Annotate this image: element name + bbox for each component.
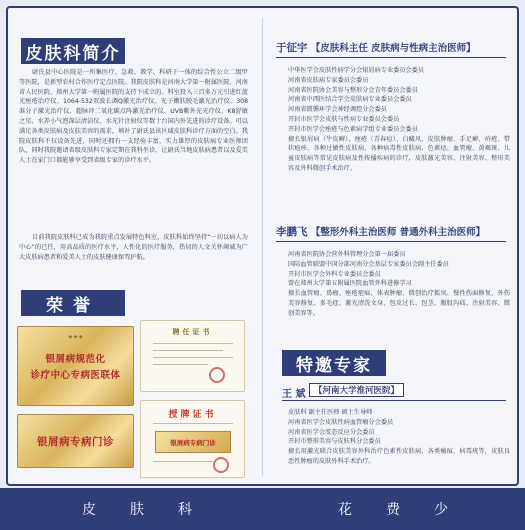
plaque1-line2: 诊疗中心专病医联体 bbox=[30, 370, 121, 381]
doctor2-name: 李鹏飞 bbox=[276, 226, 308, 238]
section-title-guest-expert: 特邀专家 bbox=[282, 350, 386, 376]
guest-underline bbox=[282, 400, 506, 401]
list-item: 开封市医学会皮肤与性病专业委员会委员 bbox=[288, 115, 400, 123]
doctor1-underline bbox=[276, 57, 506, 58]
doctor1-title: 【皮肤科主任 皮肤病与性病主治医师】 bbox=[310, 43, 476, 54]
cert1-text-line bbox=[153, 357, 233, 358]
list-item: 河南省皮肤病专家委员会委员 bbox=[288, 76, 369, 84]
plaque-emblem-line: ◈ ◈ ◈ bbox=[68, 335, 83, 340]
cert1-title: 聘任证书 bbox=[172, 328, 213, 336]
cert1-text-line bbox=[153, 364, 208, 365]
doctor1-name: 于征宇 bbox=[276, 42, 308, 54]
list-item: 河南省医院协会营外科管理分会第一届委员 bbox=[288, 251, 406, 258]
list-item: 河南省中西医结合学会皮肤病专业委员会委员 bbox=[288, 96, 412, 104]
honor-plaque-psoriasis-clinic bbox=[17, 414, 134, 468]
honor-plaque-medical-alliance bbox=[17, 326, 134, 406]
footer-right-text: 花费少 bbox=[338, 502, 482, 518]
cert2-text-line bbox=[153, 461, 213, 462]
list-item: 国际血管联盟中国分部河南分会基层专家委员会副主任委员 bbox=[288, 260, 449, 268]
guest-credentials bbox=[288, 408, 510, 467]
doctor2-header bbox=[276, 224, 485, 239]
guest-affiliation: 【河南大学淮河医院】 bbox=[309, 383, 404, 397]
list-item: 擅长用激光联合皮肤美容外科治疗色素性皮肤病、各类瘢痕、病毒疣等，皮肤良恶性肿瘤的皮肤外科手术治疗。 bbox=[288, 448, 510, 465]
list-item: 擅长银屑病（牛皮癣）、痤疮（青春痘）、白癜风、皮肤肿瘤、手足癣、疥疮、带状疱疹、各种过敏性皮肤病、各种病毒性皮肤病、色素痣、血管瘤、黄褐斑、儿童皮肤病等常见皮肤病及性传播疾病的诊疗，皮肤激光美容、注射美容、整形美容及外科微创手术治疗。 bbox=[288, 135, 510, 172]
cert2-inner-plaque: 银屑病专病门诊 bbox=[155, 431, 231, 453]
cert2-text-line bbox=[153, 423, 233, 424]
column-divider bbox=[262, 18, 263, 476]
doctor1-header bbox=[276, 40, 476, 55]
guest-name: 王 斌 bbox=[282, 389, 306, 400]
list-item: 河南省微循环学会神经调控分会委员 bbox=[288, 106, 387, 114]
cert1-text-line bbox=[153, 350, 223, 351]
list-item: 中华医学会皮肤性病学分会银屑病专业委员会委员 bbox=[288, 67, 425, 74]
plaque2-text: 银屑病专病门诊 bbox=[37, 436, 114, 448]
cert2-title: 授牌证书 bbox=[168, 410, 217, 420]
section-title-department: 皮肤科简介 bbox=[21, 38, 125, 64]
list-item: 曾在郑州大学第五附属医院血管外科进修学习 bbox=[288, 280, 412, 288]
doctor1-credentials bbox=[288, 66, 510, 174]
list-item: 河南省医学会皮肤性病血管瘤分会委员 bbox=[288, 418, 394, 426]
list-item: 皮肤科 副主任医师 硕士生导师 bbox=[288, 409, 373, 416]
list-item: 擅长血管瘤、鼻瘤、痤疮疤痕、体表肿瘤、微创治疗狐臭、慢性伤面修复，外伤美容修复、多毛症、激光清洗文身、包皮过长、包茎、腹股沟疝、注射美容、微创美容等。 bbox=[288, 290, 510, 317]
intro-paragraph-2: 目前我院皮肤科已成为我院重点发展特色科室，皮肤科始终坚持“一切以病人为中心”的已任，用高品质的医疗水平、人性化的医疗服务，热切的人文关怀竭诚为广大皮肤病患者和爱美人士的皮肤健康保驾护航。 bbox=[19, 234, 248, 261]
cert2-seal-icon bbox=[213, 457, 229, 473]
footer-bar bbox=[0, 488, 525, 530]
list-item: 河南省医学会变态反应分会委员 bbox=[288, 428, 375, 436]
intro-paragraph-1: 尉氏县中心医院是一所集医疗、急救、教学、科研于一体的综合性公立二级甲等医院，是新型农村合作医疗定点医院。我院皮肤科是河南大学第一附属医院、河南省人民医院、郑州大学第一附属医院的支持下成立的。科室投入三百多万元引进红蓝光痤疮治疗仪、1064-532双波长调Q激光治疗仪、光子嫩肤脱毛激光治疗仪、308准分子激光治疗仪、超脉冲二氧化碳点阵激光治疗仪、UVB紫外光光疗仪、K8舒敏之星、水养小气泡深层清洁仪、水光针注射仪等数十台国内外先进的诊疗设备。可以满足各类皮肤病及皮肤美容的需求，填补了尉氏县该区域皮肤科诊疗方面的空白。我院皮肤科不仅设备先进，同时还拥有一支经验丰富，实力雄厚的皮肤病专业医师团队，同时我院邀请省级皮肤科专家定期在我科坐诊，让尉氏当地皮肤病患者以及爱美人士在家门口都能够享受到省级专家的诊疗水平。 bbox=[19, 69, 248, 165]
list-item: 开封市医学会痤疮与色素病学组专业委员会委员 bbox=[288, 125, 418, 133]
list-item: 河南省医院协会美容与整形分会青年委员会委员 bbox=[288, 86, 418, 94]
honor-certificate-award bbox=[140, 400, 245, 478]
cert1-text-line bbox=[153, 343, 233, 344]
footer-left-text: 皮肤科 bbox=[82, 502, 226, 518]
cert1-seal-icon bbox=[209, 367, 225, 383]
list-item: 开封市整形美容与皮肤科分会委员 bbox=[288, 438, 381, 446]
plaque1-line1: 银屑病规范化 bbox=[45, 354, 106, 365]
list-item: 开封市医学会外科专业委员会委员 bbox=[288, 270, 381, 278]
honor-certificate-appointment bbox=[140, 320, 245, 392]
doctor2-title: 【整形外科主治医师 普通外科主治医师】 bbox=[310, 227, 486, 238]
doctor2-underline bbox=[276, 241, 506, 242]
doctor2-credentials bbox=[288, 250, 510, 319]
section-title-honor: 荣誉 bbox=[21, 290, 125, 316]
